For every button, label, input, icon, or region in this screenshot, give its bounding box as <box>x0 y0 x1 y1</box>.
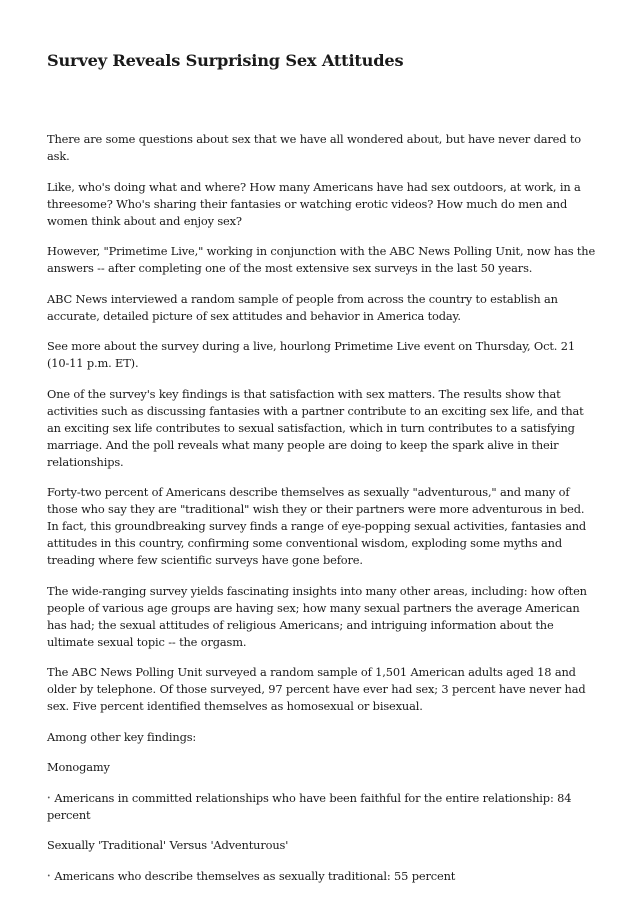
paragraph: The ABC News Polling Unit surveyed a random sample of 1,501 American adults aged 18 and older by telephone. Of those surveyed, 97 percent have ever had sex; 3 percent have never had sex. Five percent identified themselves as homosexual or bisexual. <box>47 665 586 713</box>
paragraph: There are some questions about sex that we have all wondered about, but have never dared to ask. <box>47 132 581 163</box>
document-body <box>47 131 599 898</box>
section-heading-monogamy: Monogamy <box>47 760 110 774</box>
bullet-icon: • <box>47 794 51 802</box>
bullet-text: Americans who describe themselves as sexually traditional: 55 percent <box>54 868 456 883</box>
document-title: Survey Reveals Surprising Sex Attitudes <box>47 51 404 70</box>
paragraph: Among other key findings: <box>47 729 197 744</box>
bullet-icon: • <box>47 872 51 880</box>
paragraph: However, "Primetime Live," working in conjunction with the ABC News Polling Unit, now has the answers -- after completing one of the most extensive sex surveys in the last 50 years. <box>47 244 596 275</box>
paragraph: See more about the survey during a live, hourlong Primetime Live event on Thursday, Oct. 21 (10-11 p.m. ET). <box>47 339 575 370</box>
paragraph: Like, who's doing what and where? How many Americans have had sex outdoors, at work, in a threesome? Who's sharing their fantasies or watching erotic videos? How much do men and women think about and enjoy sex? <box>47 179 581 228</box>
paragraph: Forty-two percent of Americans describe themselves as sexually "adventurous," and many of those who say they are "traditional" wish they or their partners were more adventurous in bed. In fact, this groundbreaking survey finds a range of eye-popping sexual activities, fantasies and attitudes in this country, confirming some conventional wisdom, exploding some myths and treading where few scientific surveys have gone before. <box>47 485 587 567</box>
bullet-item <box>47 868 599 885</box>
section-heading-traditional-vs-adventurous: Sexually 'Traditional' Versus 'Adventurous' <box>47 838 289 852</box>
paragraph: The wide-ranging survey yields fascinating insights into many other areas, including: how often people of various age groups are having sex; how many sexual partners the average American has had; the sexual attitudes of religious Americans; and intriguing information about the ultimate sexual topic -- the orgasm. <box>47 583 587 649</box>
bullet-item <box>47 790 599 824</box>
paragraph: One of the survey's key findings is that satisfaction with sex matters. The results show that activities such as discussing fantasies with a partner contribute to an exciting sex life, and that an exciting sex life contributes to sexual satisfaction, which in turn contributes to a satisfying marriage. And the poll reveals what many people are doing to keep the spark alive in their relationships. <box>47 386 584 469</box>
paragraph: ABC News interviewed a random sample of people from across the country to establish an accurate, detailed picture of sex attitudes and behavior in America today. <box>47 291 558 323</box>
bullet-text: Americans in committed relationships who have been faithful for the entire relationship: 84 percent <box>47 790 572 822</box>
